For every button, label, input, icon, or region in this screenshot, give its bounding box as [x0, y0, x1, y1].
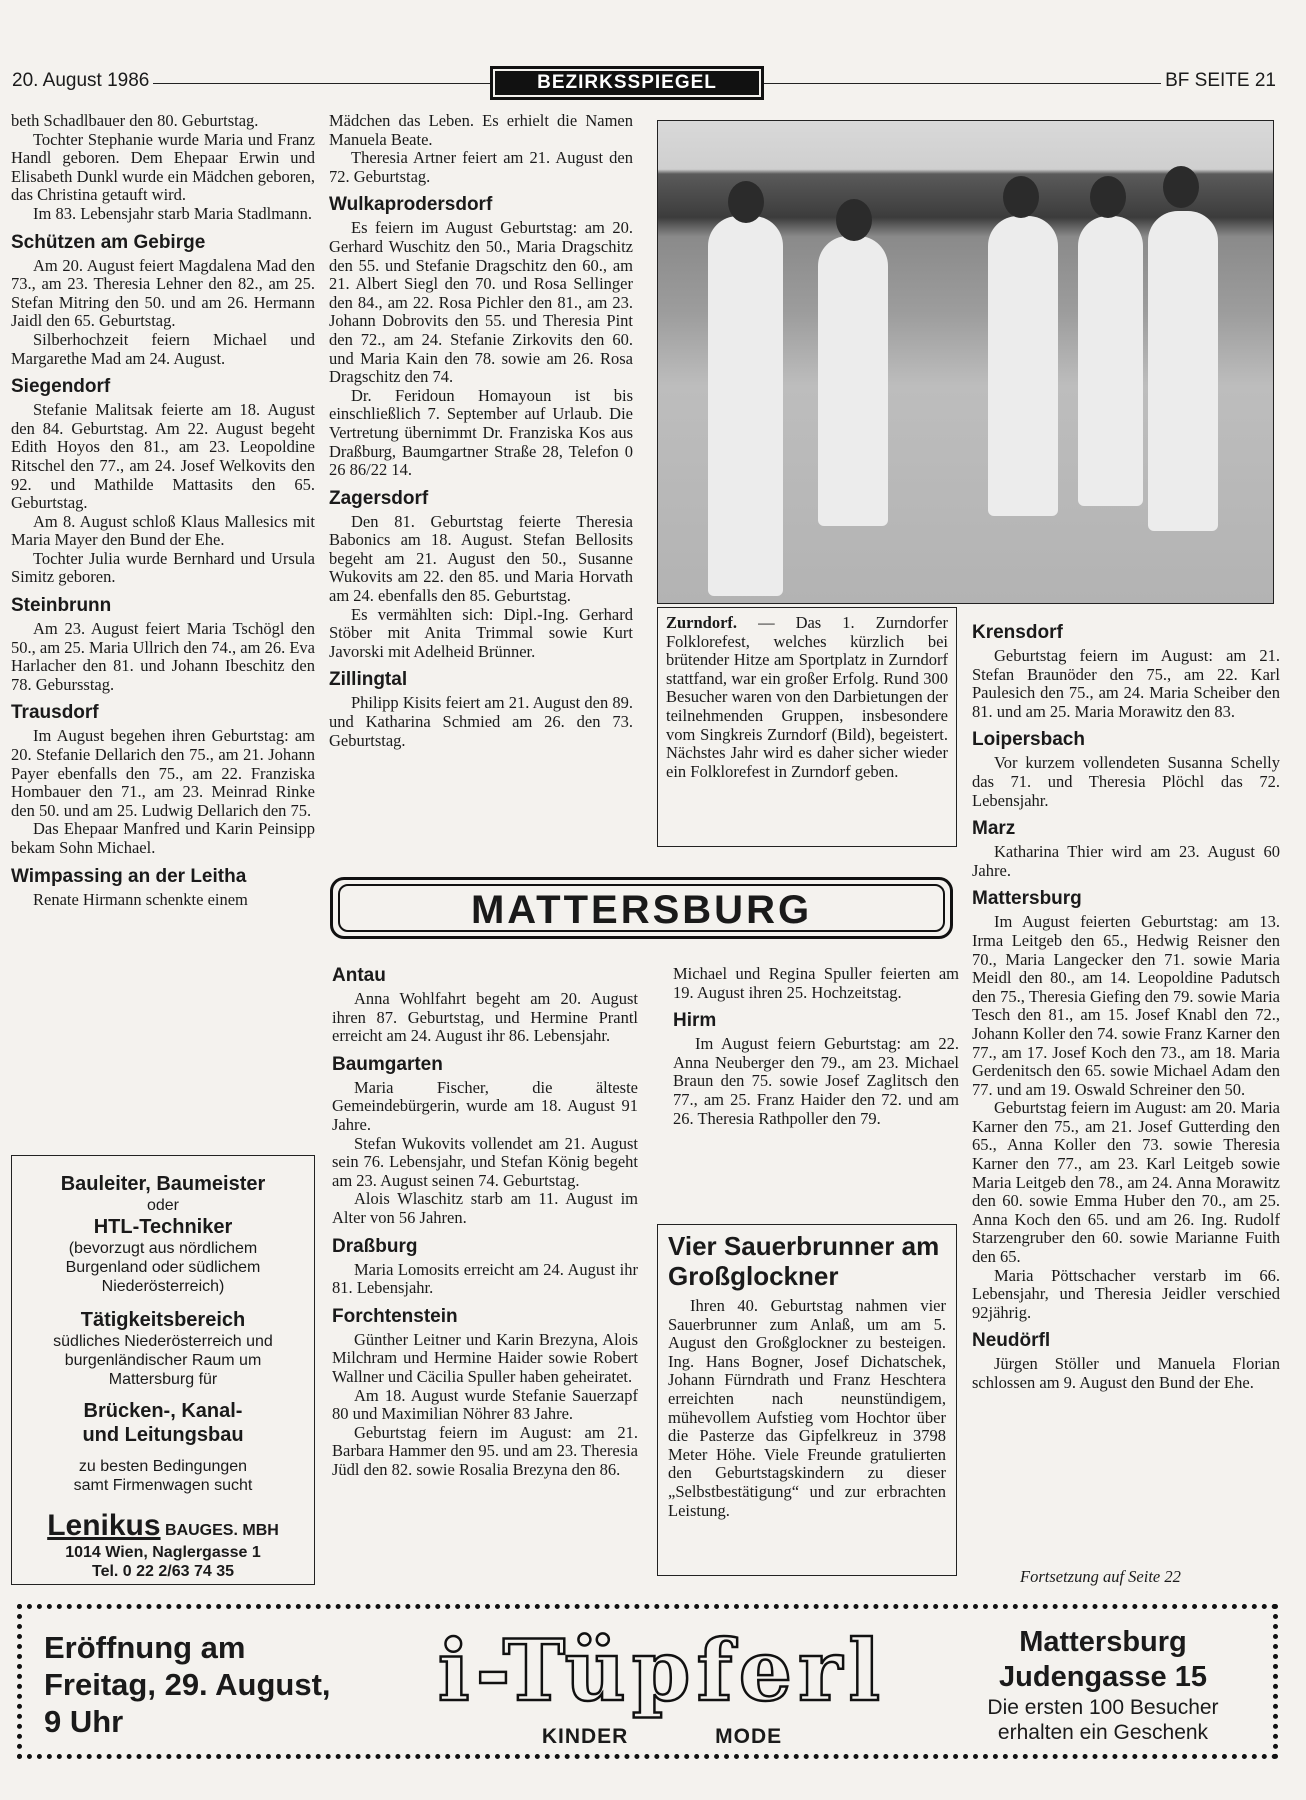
- section-heading: Antau: [332, 965, 386, 986]
- opening-line: 9 Uhr: [44, 1704, 124, 1739]
- paragraph: Maria Pöttschacher verstarb im 66. Lebensjahr, und Theresia Jeidler verschied 92jährig.: [972, 1265, 1280, 1322]
- paragraph: Im August feierten Geburtstag: am 13. Irma Leitgeb den 65., Hedwig Reisner den 70., Maria Langecker den 71. sowie Maria Meidl den 80., am 14. Leopoldine Padutsch den 75., Theresia Giefing den 79. sowie Maria Tesch den 81., am 15. Josef Knabl den 72., Johann Koller den 74. sowie Franz Karner den 77., am 17. Josef Koch den 73., am 18. Maria Gerdenitsch den 65. sowie Michael Adam den 77. und am 19. Oswald Schreiner den 50.: [972, 912, 1280, 1099]
- paragraph: Renate Hirmann schenkte einem: [33, 889, 248, 909]
- section-heading: Neudörfl: [972, 1330, 1051, 1352]
- paragraph: Alois Wlaschitz starb am 11. August im Alter von 56 Jahren.: [332, 1189, 638, 1227]
- section-heading: Mattersburg: [972, 888, 1082, 910]
- paragraph: Geburtstag feiern im August: am 20. Maria Karner den 75., am 21. Josef Gutterding den 65., Anna Koller den 73. sowie Theresia Karner den 77., am 23. Karl Leitgeb sowie Maria Leitgeb den 78., am 24. Anna Morawitz den 60. sowie Emma Huber den 70., am 25. Anna Koch den 65. und am 26. Ing. Rudolf Starzengruber den 60. sowie Marianne Fuith den 65.: [972, 1098, 1280, 1267]
- paragraph: Am 18. August wurde Stefanie Sauerzapf 80 und Maximilian Nöhrer 83 Jahre.: [332, 1385, 638, 1424]
- column-2: [329, 112, 633, 857]
- ad-line: südliches Niederösterreich und burgenländischer Raum um Mattersburg für: [53, 1333, 273, 1388]
- photo-caption: [657, 607, 957, 847]
- paragraph: Das Ehepaar Manfred und Karin Peinsipp bekam Sohn Michael.: [11, 819, 315, 857]
- paragraph: Geburtstag feiern im August: am 21. Stefan Braunöder den 75., am 22. Karl Paulesich den 75., am 24. Maria Scheiber den 81. und am 25. Maria Morawitz den 83.: [972, 646, 1280, 721]
- shop-advertisement: [17, 1604, 1278, 1759]
- company-suffix: BAUGES. MBH: [165, 1522, 279, 1539]
- section-heading: Trausdorf: [11, 702, 99, 724]
- opening-line: Eröffnung am: [44, 1630, 246, 1665]
- logo-text: i-Tüpferl: [437, 1621, 887, 1720]
- section-title: BEZIRKSSPIEGEL: [490, 66, 764, 100]
- section-heading: Krensdorf: [972, 622, 1063, 643]
- section-heading: Forchtenstein: [332, 1305, 458, 1327]
- continued-note: Fortsetzung auf Seite 22: [1020, 1567, 1181, 1586]
- section-heading: Baumgarten: [332, 1053, 443, 1075]
- paragraph: Katharina Thier wird am 23. August 60 Jahre.: [972, 842, 1280, 880]
- logo-kinder: KINDER: [541, 1725, 629, 1748]
- section-heading: Loipersbach: [972, 729, 1085, 751]
- paragraph: Anna Wohlfahrt begeht am 20. August ihren 87. Geburtstag, und Hermine Prantl erreicht am 24. August ihr 86. Lebensjahr.: [332, 989, 638, 1046]
- paragraph: Den 81. Geburtstag feierte Theresia Babonics am 18. August. Stefan Bellosits begeht am 21. August den 50., Susanne Wukovits am 22. den 85. und Maria Horvath am 24. ebenfalls den 85. Geburtstag.: [329, 511, 633, 606]
- ad-line: Brücken-, Kanal- und Leitungsbau: [82, 1400, 244, 1446]
- ad-line: HTL-Techniker: [93, 1216, 233, 1238]
- shop-street: Judengasse 15: [999, 1661, 1207, 1693]
- paragraph: Am 23. August feiert Maria Tschögl den 50., am 25. Maria Ullrich den 74., am 26. Eva Harlacher den 81. und Johann Ibeschitz den 78. Gebursstag.: [11, 619, 315, 694]
- company-phone: Tel. 0 22 2/63 74 35: [91, 1563, 235, 1580]
- section-heading: Siegendorf: [11, 376, 111, 398]
- paragraph: Theresia Artner feiert am 21. August den 72. Geburtstag.: [329, 148, 633, 186]
- photo-singkreis-zurndorf: [657, 120, 1274, 604]
- box-text: Ihren 40. Geburtstag nahmen vier Sauerbrunner zum Anlaß, um am 5. August den Großglockner zu besteigen. Ing. Hans Bogner, Josef Dichatschek, Johann Fürndrath und Franz Heschtera erreichten nach neunstündigem, mühevollem Aufstieg vom Hochtor über die Pasterze das Gipfelkreuz in 3798 Meter Höhe. Viele Freunde gratulierten den Geburtstagskindern zu dieser „Selbstbestätigung“ und zur erbrachten Leistung.: [668, 1297, 946, 1520]
- ad-line: oder: [146, 1197, 180, 1214]
- paragraph: Maria Lomosits erreicht am 24. August ihr 81. Lebensjahr.: [332, 1259, 638, 1298]
- ad-line: zu besten Bedingungen samt Firmenwagen sucht: [73, 1458, 253, 1494]
- page-number: BF SEITE 21: [1161, 70, 1280, 92]
- paragraph: Mädchen das Leben. Es erhielt die Namen Manuela Beate.: [329, 112, 633, 149]
- section-heading: Marz: [972, 818, 1016, 840]
- paragraph: Silberhochzeit feiern Michael und Margarethe Mad am 24. August.: [11, 329, 315, 368]
- paragraph: Stefanie Malitsak feierte am 18. August den 84. Geburtstag. Am 22. August begeht Edith Hoyos den 81., am 23. Leopoldine Ritschel den 77., am 24. Josef Welkovits den 92. und Mathilde Mattasits den 65. Geburtstag.: [11, 400, 315, 513]
- shop-logo: [382, 1621, 942, 1751]
- shop-town: Mattersburg: [1019, 1626, 1187, 1658]
- paragraph: Philipp Kisits feiert am 21. August den 89. und Katharina Schmied am 26. den 73. Geburtstag.: [329, 693, 633, 750]
- paragraph: Am 8. August schloß Klaus Mallesics mit Maria Mayer den Bund der Ehe.: [11, 511, 315, 550]
- company-logo: Lenikus: [47, 1509, 161, 1542]
- opening-info: [44, 1629, 331, 1740]
- column-2b: [332, 965, 638, 1585]
- logo-mode: MODE: [715, 1725, 783, 1748]
- section-heading: Schützen am Gebirge: [11, 231, 206, 253]
- box-title: Vier Sauerbrunner am Großglockner: [668, 1231, 940, 1291]
- paragraph: Im 83. Lebensjahr starb Maria Stadlmann.: [33, 203, 313, 223]
- paragraph: Tochter Julia wurde Bernhard und Ursula Simitz geboren.: [11, 548, 315, 587]
- paragraph: Tochter Stephanie wurde Maria und Franz Handl geboren. Dem Ehepaar Erwin und Elisabeth Dunkl wurde ein Mädchen geboren, das Christina getauft wird.: [11, 129, 315, 205]
- paragraph: Geburtstag feiern im August: am 21. Barbara Hammer den 95. und am 23. Theresia Jüdl den 82. sowie Rosalia Brezyna den 86.: [332, 1422, 638, 1479]
- sauerbrunner-box: [657, 1224, 957, 1576]
- section-heading: Wimpassing an der Leitha: [11, 865, 247, 887]
- paragraph: Stefan Wukovits vollendet am 21. August sein 76. Lebensjahr, und Stefan König begeht am 23. August seinen 74. Geburtstag.: [332, 1133, 638, 1190]
- job-advertisement: [11, 1155, 315, 1585]
- paragraph: Dr. Feridoun Homayoun ist bis einschließlich 7. September auf Urlaub. Die Vertretung übernimmt Dr. Franziska Kos aus Draßburg, Baumgartner Straße 28, Telefon 0 26 86/22 14.: [329, 385, 633, 480]
- banner-title: MATTERSBURG: [338, 884, 945, 932]
- column-3b: [673, 965, 959, 1215]
- section-heading: Wulkaprodersdorf: [329, 194, 493, 216]
- opening-line: Freitag, 29. August,: [44, 1667, 331, 1702]
- ad-line: (bevorzugt aus nördlichem Burgenland oder südlichem Niederösterreich): [65, 1240, 261, 1295]
- paragraph: Im August begehen ihren Geburtstag: am 20. Stefanie Dellarich den 75., am 21. Johann Payer ebenfalls den 75., am 22. Franziska Hombauer den 71., am 23. Meinrad Rinke den 50. und am 25. Ludwig Dellarich den 75.: [11, 726, 315, 820]
- section-heading: Hirm: [673, 1010, 717, 1032]
- issue-date: 20. August 1986: [8, 70, 153, 92]
- paragraph: Im August feiern Geburtstag: am 22. Anna Neuberger den 79., am 23. Michael Braun den 75. sowie Josef Zaglitsch den 77., am 25. Franz Haider den 72. und am 26. Theresia Rathpoller den 79.: [673, 1034, 959, 1128]
- column-4: [972, 622, 1280, 1562]
- paragraph: Günther Leitner und Karin Brezyna, Alois Milchram und Hermine Haider sowie Robert Wallner und Cäcilia Spuller haben geheiratet.: [332, 1329, 638, 1386]
- shop-offer: Die ersten 100 Besucher erhalten ein Geschenk: [987, 1696, 1219, 1744]
- caption-text: — Das 1. Zurndorfer Folklorefest, welches kürzlich bei brütender Hitze am Sportplatz in Zurndorf stattfand, war ein großer Erfolg. Rund 300 Besucher waren von den Darbietungen der teilnehmenden Gruppen, insbesondere vom Singkreis Zurndorf (Bild), begeistert. Nächstes Jahr wird es daher sicher wieder ein Folklorefest in Zurndorf geben.: [666, 613, 948, 781]
- paragraph: Es feiern im August Geburtstag: am 20. Gerhard Wuschitz den 50., Maria Dragschitz den 55. und Stefanie Dragschitz den 60., am 21. Albert Siegl den 70. und Rosa Sellinger den 84., am 22. Rosa Pichler den 81., am 23. Johann Dobrovits den 55. und Theresia Pint den 72., am 24. Stefanie Zirkovits den 60. und Maria Kain den 78. sowie am 26. Rosa Dragschitz den 74.: [329, 218, 633, 387]
- section-heading: Zillingtal: [329, 669, 408, 691]
- ad-line: Bauleiter, Baumeister: [60, 1173, 266, 1195]
- paragraph: Jürgen Stöller und Manuela Florian schlossen am 9. August den Bund der Ehe.: [972, 1354, 1280, 1392]
- caption-place: Zurndorf.: [666, 613, 738, 632]
- paragraph: beth Schadlbauer den 80. Geburtstag.: [11, 112, 259, 130]
- mattersburg-banner: [330, 877, 953, 939]
- section-heading: Steinbrunn: [11, 595, 112, 617]
- section-heading: Draßburg: [332, 1235, 418, 1257]
- column-1: [11, 112, 315, 1142]
- company-address: 1014 Wien, Naglergasse 1: [65, 1544, 261, 1561]
- section-heading: Zagersdorf: [329, 487, 429, 509]
- paragraph: Michael und Regina Spuller feierten am 19. August ihren 25. Hochzeitstag.: [673, 965, 959, 1002]
- paragraph: Es vermählten sich: Dipl.-Ing. Gerhard Stöber mit Anita Trimmal sowie Kurt Javorski mit Adelheid Brünner.: [329, 604, 633, 661]
- paragraph: Vor kurzem vollendeten Susanna Schelly das 71. und Theresia Plöchl das 72. Lebensjahr.: [972, 753, 1280, 810]
- paragraph: Am 20. August feiert Magdalena Mad den 73., am 23. Theresia Lehner den 82., am 25. Stefan Mitring den 50. und am 26. Hermann Jaidl den 65. Geburtstag.: [11, 255, 315, 331]
- ad-line: Tätigkeitsbereich: [80, 1309, 246, 1331]
- shop-address: [953, 1625, 1253, 1745]
- paragraph: Maria Fischer, die älteste Gemeindebürgerin, wurde am 18. August 91 Jahre.: [332, 1077, 638, 1134]
